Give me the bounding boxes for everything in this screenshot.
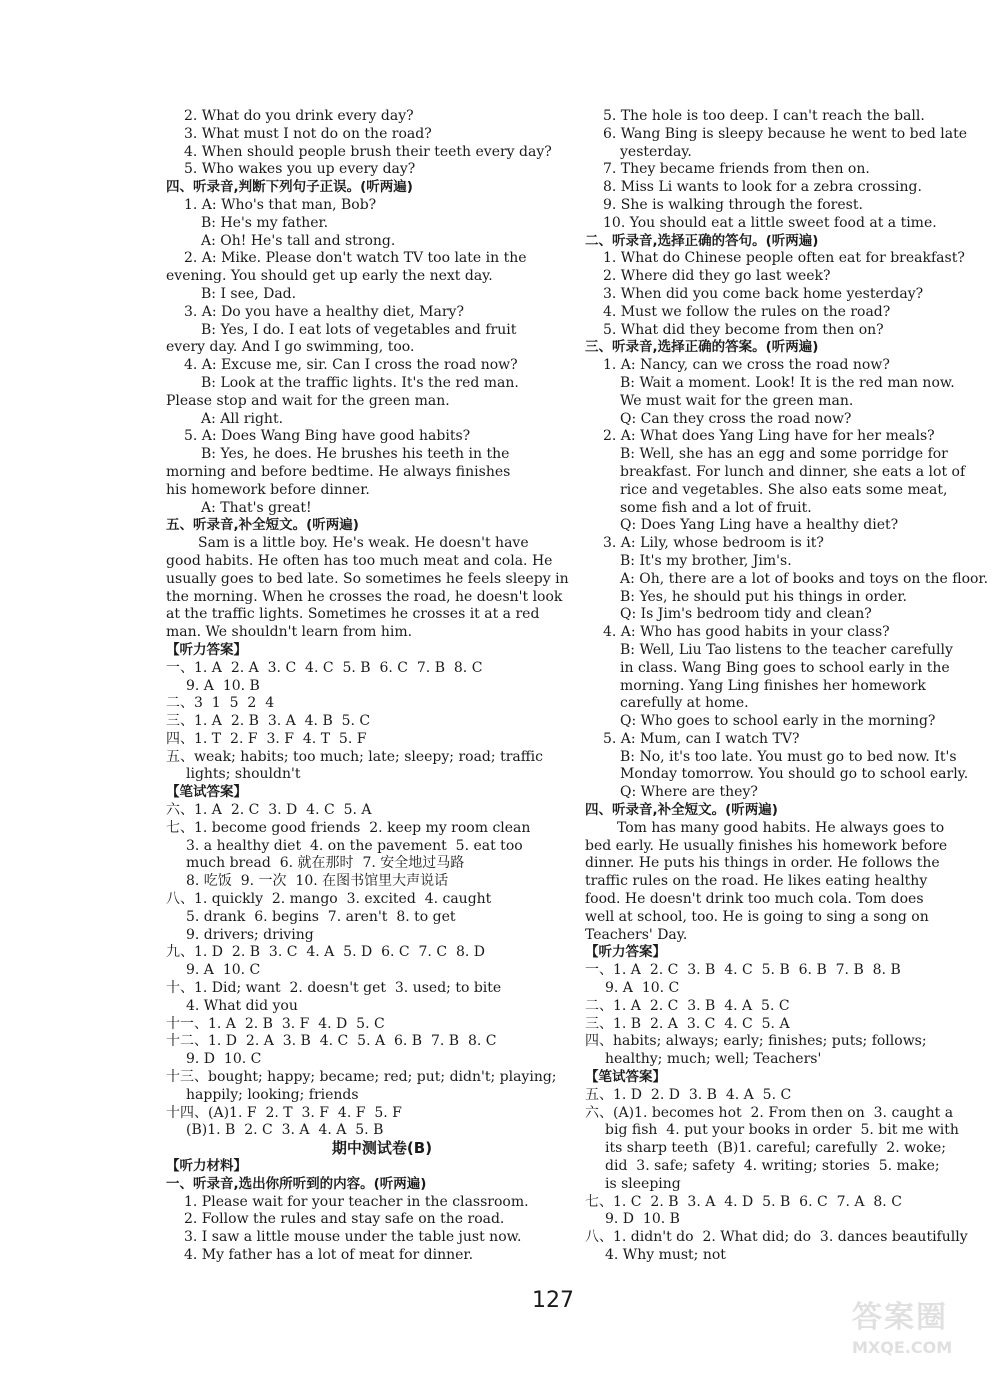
answer-line: 八、1. quickly 2. mango 3. excited 4. caught (166, 891, 492, 908)
text-line: 5. A: Does Wang Bing have good habits? (184, 428, 471, 445)
answer-line: 五、1. D 2. D 3. B 4. A 5. C (585, 1086, 792, 1103)
text-line: 2. What do you drink every day? (184, 108, 414, 124)
text-line: B: Yes, he does. He brushes his teeth in the (201, 446, 510, 463)
text-line: 7. They became friends from then on. (603, 161, 870, 178)
text-line: 3. When did you come back home yesterday? (603, 285, 924, 302)
answer-line: 9. A 10. C (605, 980, 680, 997)
text-line: good habits. He often has too much meat and cola. He (166, 552, 553, 569)
text-line: B: Wait a moment. Look! It is the red man now. (620, 374, 955, 391)
answer-line: 9. D 10. C (186, 1051, 262, 1068)
answer-line: 四、1. T 2. F 3. F 4. T 5. F (166, 730, 367, 747)
answer-line: 十二、1. D 2. A 3. B 4. C 5. A 6. B 7. B 8. C (166, 1033, 497, 1050)
section-heading: 三、听录音,选择正确的答案。(听两遍) (585, 339, 819, 356)
text-line: in class. Wang Bing goes to school early in the (620, 659, 950, 676)
text-line: We must wait for the green man. (620, 392, 854, 409)
answer-line: 七、1. C 2. B 3. A 4. D 5. B 6. C 7. A 8. C (585, 1193, 902, 1210)
text-line: B: Look at the traffic lights. It's the red man. (201, 374, 519, 391)
answer-line: 十一、1. A 2. B 3. F 4. D 5. C (166, 1015, 385, 1032)
answer-line: big fish 4. put your books in order 5. bit me with (605, 1122, 959, 1139)
text-line: carefully at home. (620, 695, 749, 712)
text-line: A: Oh! He's tall and strong. (201, 232, 396, 249)
text-line: Q: Is Jim's bedroom tidy and clean? (620, 606, 872, 623)
text-line: Q: Can they cross the road now? (620, 410, 852, 427)
text-line: rice and vegetables. She also eats some meat, (620, 481, 948, 498)
text-line: B: He's my father. (201, 214, 329, 231)
section-heading: 【笔试答案】 (166, 784, 247, 801)
left-column (166, 108, 569, 1265)
section-heading: 二、听录音,选择正确的答句。(听两遍) (585, 232, 819, 249)
text-line: Q: Does Yang Ling have a healthy diet? (620, 517, 899, 534)
answer-line: 9. drivers; driving (186, 926, 314, 943)
answer-line: 三、1. A 2. B 3. A 4. B 5. C (166, 713, 371, 730)
section-heading: 【听力答案】 (585, 944, 666, 961)
answer-line: 3. a healthy diet 4. on the pavement 5. eat too (186, 837, 523, 854)
answer-line: did 3. safe; safety 4. writing; stories 5. make; (605, 1158, 940, 1175)
right-column (585, 108, 989, 1265)
text-line: A: Oh, there are a lot of books and toys on the floor. (620, 570, 989, 587)
text-line: 2. Follow the rules and stay safe on the road. (184, 1211, 505, 1228)
text-line: evening. You should get up early the next day. (166, 268, 493, 285)
text-line: Sam is a little boy. He's weak. He doesn't have (198, 535, 529, 552)
text-line: Tom has many good habits. He always goes to (617, 819, 945, 836)
answer-line: much bread 6. 就在那时 7. 安全地过马路 (186, 855, 465, 872)
answer-line: 十四、(A)1. F 2. T 3. F 4. F 5. F (166, 1104, 402, 1121)
text-line: 5. The hole is too deep. I can't reach the ball. (603, 108, 925, 124)
text-line: Q: Who goes to school early in the morning? (620, 713, 936, 730)
text-line: 5. Who wakes you up every day? (184, 161, 416, 178)
page-number: 127 (532, 1288, 574, 1313)
text-line: 1. A: Who's that man, Bob? (184, 196, 377, 213)
answer-line: lights; shouldn't (186, 766, 301, 783)
answer-line: 9. A 10. C (186, 962, 261, 979)
text-line: 4. When should people brush their teeth every day? (184, 143, 552, 160)
text-line: 3. A: Lily, whose bedroom is it? (603, 535, 824, 552)
text-line: 1. What do Chinese people often eat for breakfast? (603, 250, 965, 267)
answer-line: 六、(A)1. becomes hot 2. From then on 3. caught a (585, 1104, 954, 1121)
text-line: 2. Where did they go last week? (603, 268, 831, 285)
text-line: morning. Yang Ling finishes her homework (620, 677, 926, 694)
text-line: 4. A: Who has good habits in your class? (603, 624, 890, 641)
text-line: 4. My father has a lot of meat for dinner. (184, 1247, 474, 1263)
text-line: breakfast. For lunch and dinner, she eats a lot of (620, 463, 966, 480)
text-line: 4. A: Excuse me, sir. Can I cross the road now? (184, 357, 518, 374)
text-line: Monday tomorrow. You should go to school early. (620, 766, 969, 783)
section-heading: 四、听录音,判断下列句子正误。(听两遍) (166, 179, 413, 196)
section-heading: 一、听录音,选出你所听到的内容。(听两遍) (166, 1175, 427, 1192)
answer-line: 六、1. A 2. C 3. D 4. C 5. A (166, 802, 372, 819)
text-line: 6. Wang Bing is sleepy because he went to bed late (603, 125, 967, 142)
text-line: 1. A: Nancy, can we cross the road now? (603, 357, 890, 374)
text-line: Q: Where are they? (620, 784, 758, 801)
text-line: morning and before bedtime. He always finishes (166, 463, 511, 480)
text-line: 2. A: What does Yang Ling have for her meals? (603, 428, 935, 445)
answer-line: 三、1. B 2. A 3. C 4. C 5. A (585, 1015, 790, 1032)
text-line: the morning. When he crosses the road, he doesn't look (166, 588, 563, 605)
text-line: 8. Miss Li wants to look for a zebra crossing. (603, 179, 922, 196)
text-line: well at school, too. He is going to sing a song on (585, 908, 929, 925)
watermark-logo: 答案圈 (852, 1300, 948, 1335)
answer-line: 5. drank 6. begins 7. aren't 8. to get (186, 908, 456, 925)
text-line: 3. What must I not do on the road? (184, 125, 432, 142)
answer-line: 五、weak; habits; too much; late; sleepy; road; traffic (166, 748, 543, 765)
section-heading: 五、听录音,补全短文。(听两遍) (166, 517, 359, 534)
section-heading: 【听力答案】 (166, 641, 247, 658)
text-line: his homework before dinner. (166, 481, 370, 498)
answer-line: 二、1. A 2. C 3. B 4. A 5. C (585, 997, 790, 1014)
text-line: bed early. He usually finishes his homework before (585, 837, 948, 854)
answer-line: is sleeping (605, 1175, 681, 1192)
text-line: B: Yes, I do. I eat lots of vegetables and fruit (201, 321, 517, 338)
text-line: 3. I saw a little mouse under the table just now. (184, 1229, 522, 1246)
answer-line: 4. Why must; not (605, 1247, 726, 1263)
answer-line: 十、1. Did; want 2. doesn't get 3. used; to bite (166, 980, 502, 997)
text-line: some fish and a lot of fruit. (620, 499, 812, 516)
answer-line: 9. D 10. B (605, 1211, 680, 1228)
text-line: B: It's my brother, Jim's. (620, 552, 792, 569)
watermark-url: MXQE.COM (852, 1338, 953, 1357)
text-line: B: Well, Liu Tao listens to the teacher carefully (620, 641, 953, 658)
text-line: at the traffic lights. Sometimes he crosses it at a red (166, 606, 540, 623)
answer-line: 一、1. A 2. C 3. B 4. C 5. B 6. B 7. B 8. B (585, 962, 901, 979)
text-line: 2. A: Mike. Please don't watch TV too late in the (184, 250, 527, 267)
text-line: Teachers' Day. (585, 926, 688, 943)
answer-line: 七、1. become good friends 2. keep my room clean (166, 819, 531, 836)
section-heading: 【笔试答案】 (585, 1069, 666, 1086)
section-heading: 【听力材料】 (166, 1158, 247, 1175)
text-line: B: Well, she has an egg and some porridge for (620, 446, 948, 463)
section-heading: 四、听录音,补全短文。(听两遍) (585, 802, 778, 819)
text-line: B: I see, Dad. (201, 285, 297, 302)
text-line: man. We shouldn't learn from him. (166, 624, 413, 641)
watermark (852, 1292, 990, 1366)
text-line: yesterday. (620, 143, 692, 160)
answer-line: 八、1. didn't do 2. What did; do 3. dances beautifully (585, 1229, 968, 1246)
text-line: food. He doesn't drink too much cola. Tom does (585, 891, 924, 908)
text-line: every day. And I go swimming, too. (166, 339, 415, 356)
answer-line: 二、3 1 5 2 4 (166, 695, 275, 712)
answer-line: 9. A 10. B (186, 677, 260, 694)
answer-line: 十三、bought; happy; became; red; put; didn't; playing; (166, 1069, 557, 1086)
answer-line: its sharp teeth (B)1. careful; carefully 2. woke; (605, 1140, 946, 1157)
answer-line: 4. What did you (186, 997, 298, 1014)
answer-line: 8. 吃饭 9. 一次 10. 在图书馆里大声说话 (186, 873, 449, 890)
text-line: 10. You should eat a little sweet food at a time. (603, 214, 937, 231)
text-line: 4. Must we follow the rules on the road? (603, 303, 891, 320)
text-line: 9. She is walking through the forest. (603, 196, 863, 213)
text-line: B: Yes, he should put his things in order. (620, 588, 907, 605)
answer-line: 四、habits; always; early; finishes; puts; follows; (585, 1033, 927, 1050)
text-line: 3. A: Do you have a healthy diet, Mary? (184, 303, 464, 320)
exam-title: 期中测试卷(B) (331, 1139, 433, 1158)
text-line: usually goes to bed late. So sometimes he feels sleepy in (166, 570, 569, 587)
text-line: A: All right. (201, 410, 284, 427)
text-line: Please stop and wait for the green man. (166, 392, 450, 409)
answer-line: (B)1. B 2. C 3. A 4. A 5. B (186, 1122, 384, 1139)
answer-line: 九、1. D 2. B 3. C 4. A 5. D 6. C 7. C 8. D (166, 944, 485, 961)
answer-line: happily; looking; friends (186, 1086, 359, 1103)
text-line: A: That's great! (201, 499, 312, 516)
text-line: 5. What did they become from then on? (603, 321, 884, 338)
answer-line: healthy; much; well; Teachers' (605, 1051, 822, 1068)
text-line: B: No, it's too late. You must go to bed now. It's (620, 748, 957, 765)
answer-line: 一、1. A 2. A 3. C 4. C 5. B 6. C 7. B 8. C (166, 659, 483, 676)
text-line: traffic rules on the road. He likes eating healthy (585, 873, 928, 890)
text-line: 5. A: Mum, can I watch TV? (603, 730, 800, 747)
text-line: 1. Please wait for your teacher in the classroom. (184, 1193, 529, 1210)
text-line: dinner. He puts his things in order. He follows the (585, 855, 940, 872)
